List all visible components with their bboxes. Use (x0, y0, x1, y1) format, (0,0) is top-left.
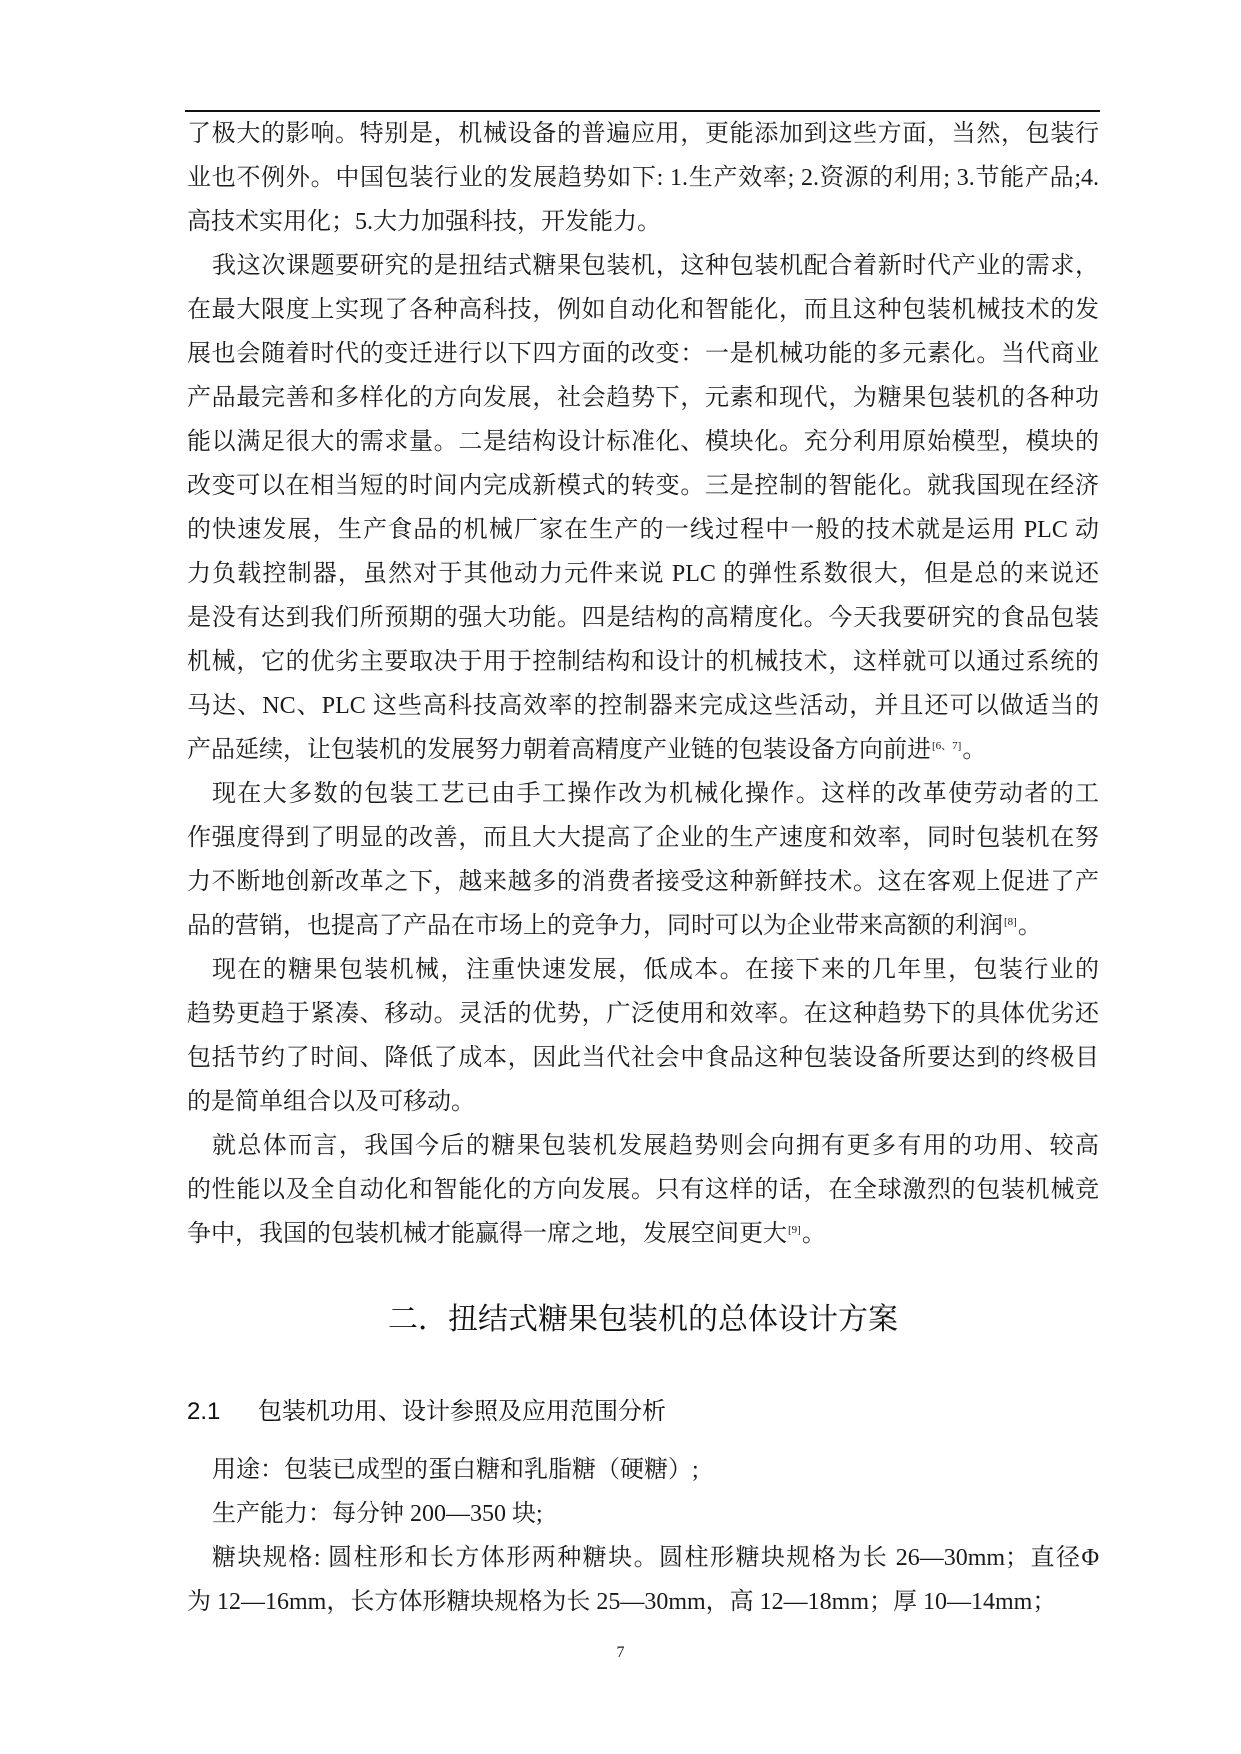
body-line: 作强度得到了明显的改善，而且大大提高了企业的生产速度和效率，同时包装机在努 (187, 825, 1099, 851)
spec-list (187, 1448, 1099, 1624)
spec-line: 糖块规格: 圆柱形和长方体形两种糖块。圆柱形糖块规格为长 26—30mm；直径Φ (212, 1545, 1099, 1571)
body-line: 的性能以及全自动化和智能化的方向发展。只有这样的话，在全球激烈的包装机械竞 (187, 1177, 1099, 1203)
body-line: 改变可以在相当短的时间内完成新模式的转变。三是控制的智能化。就我国现在经济 (187, 473, 1099, 499)
body-line: 包括节约了时间、降低了成本，因此当代社会中食品这种包装设备所要达到的终极目 (187, 1045, 1099, 1071)
body-line: 是没有达到我们所预期的强大功能。四是结构的高精度化。今天我要研究的食品包装 (187, 605, 1099, 631)
citation-ref: [6、7] (932, 740, 962, 752)
body-line: 的是简单组合以及可移动。 (187, 1089, 475, 1115)
body-line (187, 1212, 1099, 1256)
spec-line: 为 12—16mm，长方体形糖块规格为长 25—30mm，高 12—18mm；厚 10—14mm； (187, 1589, 1057, 1615)
page-number: 7 (616, 1644, 625, 1661)
body-line: 能以满足很大的需求量。二是结构设计标准化、模块化。充分利用原始模型，模块的 (187, 429, 1099, 455)
body-line: 现在大多数的包装工艺已由手工操作改为机械化操作。这样的改革使劳动者的工 (212, 781, 1099, 807)
body-line: 马达、NC、PLC 这些高科技高效率的控制器来完成这些活动，并且还可以做适当的 (187, 693, 1099, 719)
body-line (187, 904, 1099, 948)
citation-ref: [9] (788, 1224, 801, 1236)
body-line-text: 争中，我国的包装机械才能赢得一席之地，发展空间更大 (187, 1221, 787, 1247)
body-line: 展也会随着时代的变迁进行以下四方面的改变：一是机械功能的多元素化。当代商业 (187, 341, 1099, 367)
body-line: 趋势更趋于紧凑、移动。灵活的优势，广泛使用和效率。在这种趋势下的具体优劣还 (187, 1001, 1099, 1027)
section-heading (187, 1390, 1099, 1434)
body-line: 现在的糖果包装机械，注重快速发展，低成本。在接下来的几年里，包装行业的 (212, 957, 1099, 983)
body-line: 机械，它的优劣主要取决于用于控制结构和设计的机械技术，这样就可以通过系统的 (187, 649, 1099, 675)
body-line: 了极大的影响。特别是，机械设备的普遍应用，更能添加到这些方面，当然，包装行 (187, 121, 1099, 147)
body-line: 高技术实用化；5.大力加强科技，开发能力。 (187, 209, 661, 235)
body-line: 的快速发展，生产食品的机械厂家在生产的一线过程中一般的技术就是运用 PLC 动 (187, 517, 1099, 543)
citation-ref: [8] (1004, 916, 1017, 928)
body-line-text: 品的营销，也提高了产品在市场上的竞争力，同时可以为企业带来高额的利润 (187, 913, 1003, 939)
body-line: 在最大限度上实现了各种高科技，例如自动化和智能化，而且这种包装机械技术的发 (187, 297, 1099, 323)
spec-line: 生产能力：每分钟 200—350 块; (212, 1501, 543, 1527)
body-line: 我这次课题要研究的是扭结式糖果包装机，这种包装机配合着新时代产业的需求， (212, 253, 1099, 279)
chapter-title: 二．扭结式糖果包装机的总体设计方案 (388, 1303, 898, 1336)
body-line-tail: 。 (962, 737, 987, 763)
body-line-tail: 。 (801, 1221, 826, 1247)
section-title: 包装机功用、设计参照及应用范围分析 (258, 1398, 666, 1425)
body-line: 业也不例外。中国包装行业的发展趋势如下: 1.生产效率; 2.资源的利用; 3.节能产品;4. (187, 165, 1099, 191)
body-line-tail: 。 (1017, 913, 1042, 939)
section-number: 2.1 (187, 1398, 221, 1425)
body-line: 产品最完善和多样化的方向发展，社会趋势下，元素和现代，为糖果包装机的各种功 (187, 385, 1099, 411)
body-line (187, 728, 1099, 772)
spec-line: 用途：包装已成型的蛋白糖和乳脂糖（硬糖）; (212, 1457, 699, 1483)
body-line: 力负载控制器，虽然对于其他动力元件来说 PLC 的弹性系数很大，但是总的来说还 (187, 561, 1099, 587)
page-content (187, 112, 1099, 1624)
body-line-text: 产品延续，让包装机的发展努力朝着高精度产业链的包装设备方向前进 (187, 737, 931, 763)
body-line: 力不断地创新改革之下，越来越多的消费者接受这种新鲜技术。这在客观上促进了产 (187, 869, 1099, 895)
body-line: 就总体而言，我国今后的糖果包装机发展趋势则会向拥有更多有用的功用、较高 (212, 1133, 1099, 1159)
